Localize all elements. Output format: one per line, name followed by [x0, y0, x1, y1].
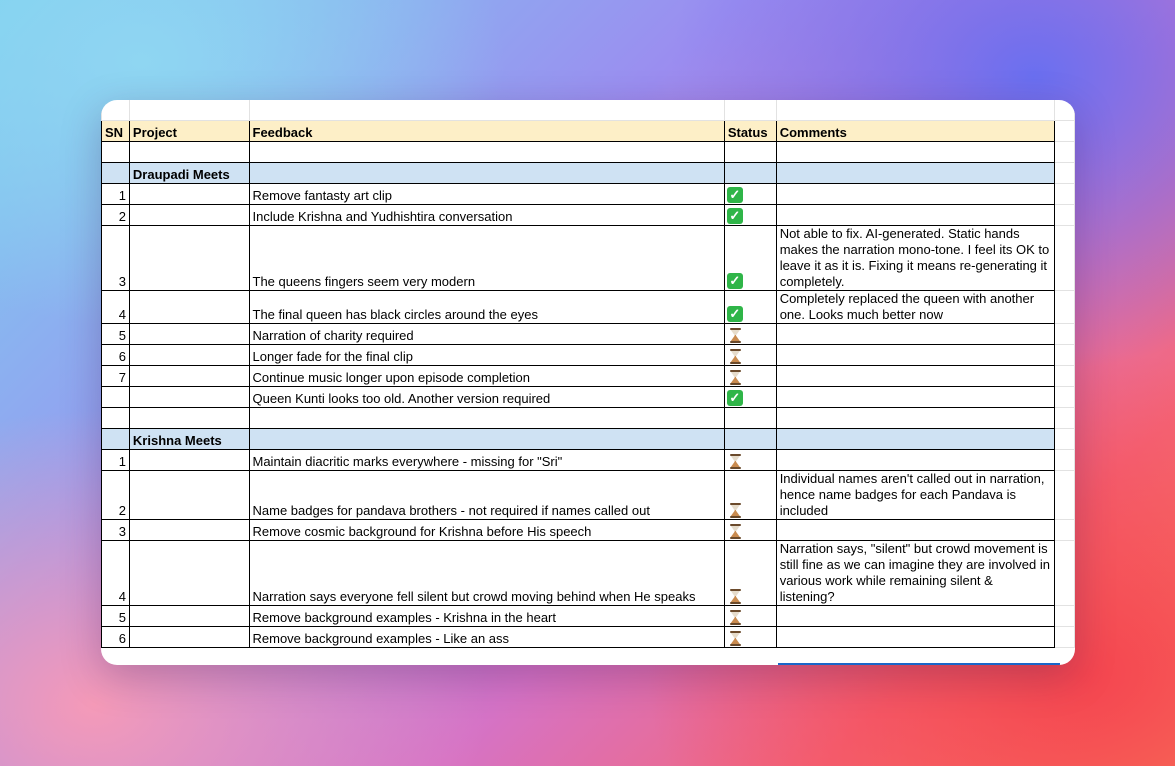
row-sn[interactable]	[102, 387, 130, 408]
row-feedback[interactable]: Name badges for pandava brothers - not required if names called out	[249, 471, 724, 520]
row-sn[interactable]: 5	[102, 606, 130, 627]
hourglass-icon	[730, 370, 741, 385]
grid-cell[interactable]	[1055, 471, 1075, 520]
table-row	[102, 366, 1075, 387]
grid-cell[interactable]	[129, 100, 249, 121]
row-status[interactable]	[724, 387, 776, 408]
group-status-cell[interactable]	[724, 163, 776, 184]
grid-cell[interactable]	[1055, 627, 1075, 648]
row-comment[interactable]	[776, 184, 1055, 205]
table-row	[102, 184, 1075, 205]
grid-cell[interactable]	[1055, 184, 1075, 205]
row-status[interactable]	[724, 205, 776, 226]
row-comment[interactable]	[776, 324, 1055, 345]
table-row	[102, 345, 1075, 366]
grid-cell[interactable]	[776, 142, 1055, 163]
group-status-cell[interactable]	[724, 429, 776, 450]
row-feedback[interactable]: Remove background examples - Krishna in the heart	[249, 606, 724, 627]
project-group-row	[102, 163, 1075, 184]
row-status[interactable]	[724, 324, 776, 345]
row-status[interactable]	[724, 226, 776, 291]
grid-cell[interactable]	[1055, 429, 1075, 450]
column-letter-row	[102, 100, 1075, 121]
group-feedback-cell[interactable]	[249, 163, 724, 184]
grid-cell[interactable]	[1055, 100, 1075, 121]
grid-cell[interactable]	[1055, 121, 1075, 142]
row-comment[interactable]	[776, 627, 1055, 648]
grid-cell[interactable]	[102, 142, 130, 163]
grid-cell[interactable]	[724, 142, 776, 163]
row-sn[interactable]: 6	[102, 345, 130, 366]
hourglass-icon	[730, 328, 741, 343]
header-sn[interactable]: SN	[102, 121, 130, 142]
row-project-cell[interactable]	[129, 450, 249, 471]
check-mark-icon: ✓	[727, 306, 743, 322]
row-project-cell[interactable]	[129, 345, 249, 366]
grid-cell[interactable]	[1055, 408, 1075, 429]
row-comment[interactable]	[776, 387, 1055, 408]
grid-cell[interactable]	[102, 408, 130, 429]
grid-cell[interactable]	[1055, 387, 1075, 408]
row-feedback[interactable]: The final queen has black circles around the eyes	[249, 291, 724, 324]
row-project-cell[interactable]	[129, 541, 249, 606]
row-feedback[interactable]: Remove background examples - Like an ass	[249, 627, 724, 648]
row-sn[interactable]: 2	[102, 205, 130, 226]
row-sn[interactable]: 4	[102, 291, 130, 324]
row-comment[interactable]	[776, 450, 1055, 471]
row-status[interactable]	[724, 606, 776, 627]
grid-cell[interactable]	[724, 100, 776, 121]
row-project-cell[interactable]	[129, 205, 249, 226]
row-project-cell[interactable]	[129, 520, 249, 541]
row-comment[interactable]	[776, 606, 1055, 627]
row-comment[interactable]	[776, 520, 1055, 541]
row-project-cell[interactable]	[129, 387, 249, 408]
row-sn[interactable]: 6	[102, 627, 130, 648]
grid-cell[interactable]	[249, 408, 724, 429]
table-row	[102, 606, 1075, 627]
row-feedback[interactable]: Maintain diacritic marks everywhere - missing for "Sri"	[249, 450, 724, 471]
grid-cell[interactable]	[1055, 291, 1075, 324]
grid-cell[interactable]	[776, 100, 1055, 121]
table-row	[102, 627, 1075, 648]
hourglass-icon	[730, 589, 741, 604]
row-sn[interactable]: 7	[102, 366, 130, 387]
row-feedback[interactable]: Narration says everyone fell silent but crowd moving behind when He speaks	[249, 541, 724, 606]
blank-row	[102, 142, 1075, 163]
header-feedback[interactable]: Feedback	[249, 121, 724, 142]
group-sn-cell[interactable]	[102, 163, 130, 184]
grid-cell[interactable]	[1055, 226, 1075, 291]
row-status[interactable]	[724, 520, 776, 541]
project-name[interactable]: Draupadi Meets	[129, 163, 249, 184]
grid-cell[interactable]	[249, 100, 724, 121]
row-project-cell[interactable]	[129, 471, 249, 520]
check-mark-icon: ✓	[727, 273, 743, 289]
grid-cell[interactable]	[724, 408, 776, 429]
row-status[interactable]	[724, 291, 776, 324]
row-feedback[interactable]: The queens fingers seem very modern	[249, 226, 724, 291]
table-row	[102, 387, 1075, 408]
row-comment[interactable]: Completely replaced the queen with another one. Looks much better now	[776, 291, 1055, 324]
row-status[interactable]	[724, 541, 776, 606]
row-comment[interactable]: Individual names aren't called out in narration, hence name badges for each Pandava is included	[776, 471, 1055, 520]
row-sn[interactable]: 2	[102, 471, 130, 520]
row-project-cell[interactable]	[129, 291, 249, 324]
row-feedback[interactable]: Narration of charity required	[249, 324, 724, 345]
header-comments[interactable]: Comments	[776, 121, 1055, 142]
grid-cell[interactable]	[129, 142, 249, 163]
row-feedback[interactable]: Remove fantasty art clip	[249, 184, 724, 205]
row-project-cell[interactable]	[129, 627, 249, 648]
project-group-row	[102, 429, 1075, 450]
row-comment[interactable]: Not able to fix. AI-generated. Static hands makes the narration mono-tone. I feel its OK to leave it as it is. Fixing it means re-generating it completely.	[776, 226, 1055, 291]
row-project-cell[interactable]	[129, 324, 249, 345]
row-status[interactable]	[724, 450, 776, 471]
row-sn[interactable]: 4	[102, 541, 130, 606]
row-project-cell[interactable]	[129, 366, 249, 387]
row-feedback[interactable]: Remove cosmic background for Krishna before His speech	[249, 520, 724, 541]
row-status[interactable]	[724, 366, 776, 387]
row-project-cell[interactable]	[129, 606, 249, 627]
table-row	[102, 205, 1075, 226]
table-row	[102, 226, 1075, 291]
row-sn[interactable]: 3	[102, 226, 130, 291]
hourglass-icon	[730, 631, 741, 646]
group-sn-cell[interactable]	[102, 429, 130, 450]
header-project[interactable]: Project	[129, 121, 249, 142]
row-feedback[interactable]: Queen Kunti looks too old. Another version required	[249, 387, 724, 408]
row-feedback[interactable]: Longer fade for the final clip	[249, 345, 724, 366]
grid-cell[interactable]	[249, 142, 724, 163]
group-comments-cell[interactable]	[776, 429, 1055, 450]
table-row	[102, 324, 1075, 345]
hourglass-icon	[730, 454, 741, 469]
row-feedback[interactable]: Continue music longer upon episode completion	[249, 366, 724, 387]
grid-cell[interactable]	[1055, 520, 1075, 541]
table-row	[102, 291, 1075, 324]
grid-cell[interactable]	[1055, 366, 1075, 387]
table-row	[102, 450, 1075, 471]
hourglass-icon	[730, 524, 741, 539]
hourglass-icon	[730, 610, 741, 625]
grid-cell[interactable]	[1055, 450, 1075, 471]
group-feedback-cell[interactable]	[249, 429, 724, 450]
blank-row	[102, 408, 1075, 429]
check-mark-icon: ✓	[727, 187, 743, 203]
row-sn[interactable]: 5	[102, 324, 130, 345]
row-project-cell[interactable]	[129, 226, 249, 291]
grid-cell[interactable]	[1055, 205, 1075, 226]
group-comments-cell[interactable]	[776, 163, 1055, 184]
row-comment[interactable]: Narration says, "silent" but crowd movement is still fine as we can imagine they are involved in various work while remaining silent & listening?	[776, 541, 1055, 606]
header-row	[102, 121, 1075, 142]
table-row	[102, 541, 1075, 606]
grid-cell[interactable]	[129, 408, 249, 429]
table-row	[102, 520, 1075, 541]
row-status[interactable]	[724, 345, 776, 366]
table-row	[102, 471, 1075, 520]
hourglass-icon	[730, 349, 741, 364]
hourglass-icon	[730, 503, 741, 518]
feedback-table	[101, 100, 1075, 648]
header-status[interactable]: Status	[724, 121, 776, 142]
check-mark-icon: ✓	[727, 390, 743, 406]
project-name[interactable]: Krishna Meets	[129, 429, 249, 450]
row-status[interactable]	[724, 627, 776, 648]
grid-cell[interactable]	[1055, 163, 1075, 184]
row-comment[interactable]	[776, 205, 1055, 226]
grid-cell[interactable]	[776, 408, 1055, 429]
check-mark-icon: ✓	[727, 208, 743, 224]
grid-cell[interactable]	[102, 100, 130, 121]
spreadsheet-window	[101, 100, 1075, 665]
row-status[interactable]	[724, 471, 776, 520]
row-sn[interactable]: 1	[102, 450, 130, 471]
grid-cell[interactable]	[1055, 541, 1075, 606]
grid-cell[interactable]	[1055, 606, 1075, 627]
grid-cell[interactable]	[1055, 324, 1075, 345]
grid-cell[interactable]	[1055, 345, 1075, 366]
row-sn[interactable]: 3	[102, 520, 130, 541]
grid-cell[interactable]	[1055, 142, 1075, 163]
row-comment[interactable]	[776, 366, 1055, 387]
row-sn[interactable]: 1	[102, 184, 130, 205]
selected-cell-indicator	[778, 663, 1060, 665]
row-status[interactable]	[724, 184, 776, 205]
row-project-cell[interactable]	[129, 184, 249, 205]
row-comment[interactable]	[776, 345, 1055, 366]
row-feedback[interactable]: Include Krishna and Yudhishtira conversation	[249, 205, 724, 226]
